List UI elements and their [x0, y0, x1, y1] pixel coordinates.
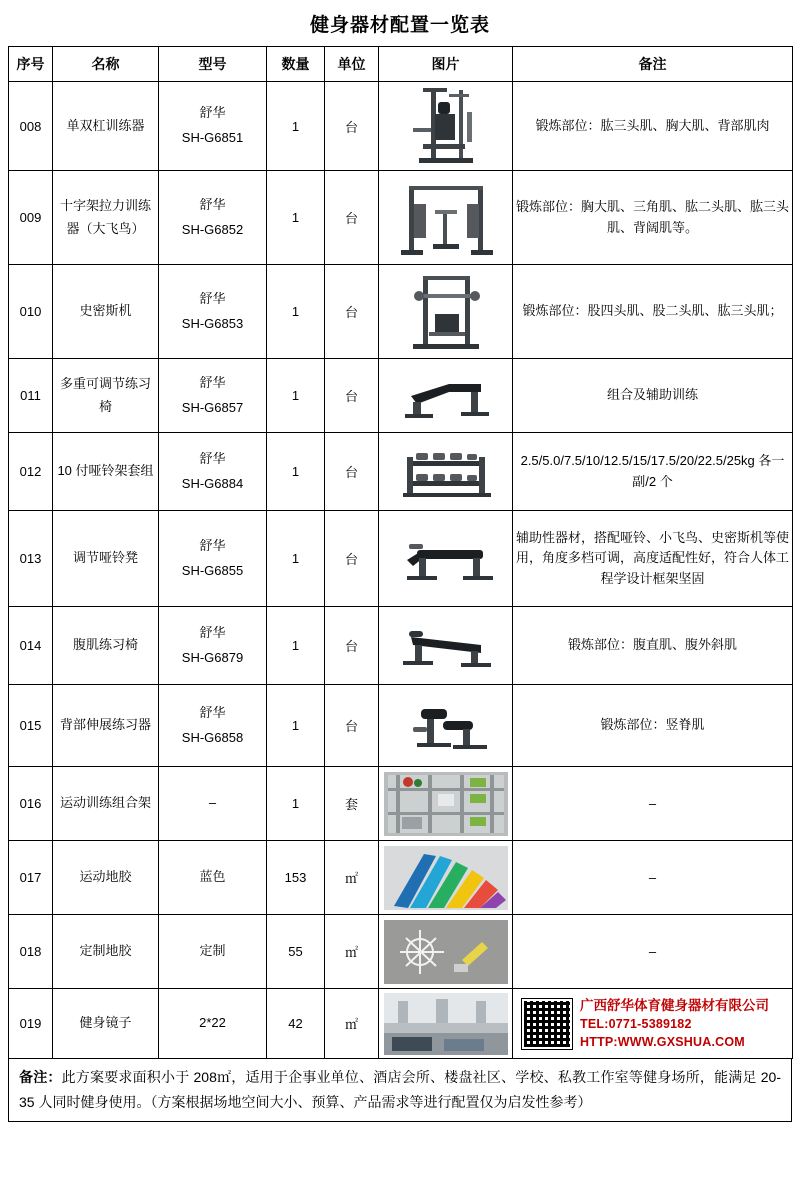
- model-code: SH-G6857: [181, 399, 244, 415]
- cell-note: 锻炼部位：肱三头肌、胸大肌、背部肌肉: [513, 82, 793, 171]
- page-title: 健身器材配置一览表: [309, 15, 490, 36]
- cell-name: 腹肌练习椅: [53, 607, 159, 685]
- cell-note: 2.5/5.0/7.5/10/12.5/15/17.5/20/22.5/25kg 各一副/2 个: [513, 433, 793, 511]
- model-code: SH-G6855: [181, 562, 244, 578]
- cell-no: 014: [9, 607, 53, 685]
- model-brand: 舒华: [199, 105, 226, 121]
- model-brand: 舒华: [199, 537, 226, 553]
- cell-no: 019: [9, 989, 53, 1059]
- cell-unit: 台: [325, 265, 379, 359]
- cell-note: 锻炼部位：腹直肌、腹外斜肌: [513, 607, 793, 685]
- cell-note: –: [513, 767, 793, 841]
- qr-code-icon: [522, 999, 572, 1049]
- model-brand: 舒华: [199, 196, 226, 212]
- cell-model: [159, 82, 267, 171]
- cell-unit: 台: [325, 171, 379, 265]
- cell-qty: 42: [267, 989, 325, 1059]
- cell-image: [379, 841, 513, 915]
- table-row: [9, 841, 793, 915]
- col-header-no: 序号: [9, 47, 53, 82]
- model-code: SH-G6884: [181, 475, 244, 491]
- cell-qty: 1: [267, 171, 325, 265]
- cell-image: [379, 511, 513, 607]
- model-code: SH-G6853: [181, 315, 244, 331]
- model-brand: 舒华: [199, 704, 226, 720]
- cell-note: 辅助性器材，搭配哑铃、小飞鸟、史密斯机等使用，角度多档可调，高度适配性好，符合人体工程学设计框架坚固: [513, 511, 793, 607]
- cell-no: 013: [9, 511, 53, 607]
- cell-no: 017: [9, 841, 53, 915]
- cell-no: 012: [9, 433, 53, 511]
- remark-text: 此方案要求面积小于 208㎡，适用于企事业单位、酒店会所、楼盘社区、学校、私教工作室等健身场所，能满足 20-35 人同时健身使用。（方案根据场地空间大小、预算、产品需求等进行配置仅为启发性参考）: [19, 1069, 782, 1110]
- model-code: SH-G6851: [181, 130, 244, 145]
- cell-note: –: [513, 915, 793, 989]
- cell-name: 单双杠训练器: [53, 82, 159, 171]
- colored-flooring-rolls-image: [384, 846, 508, 910]
- model-brand: 舒华: [199, 374, 226, 390]
- cell-qty: 1: [267, 607, 325, 685]
- table-row: [9, 359, 793, 433]
- custom-printed-floor-image: [384, 920, 508, 984]
- table-row: [9, 511, 793, 607]
- table-row: [9, 685, 793, 767]
- cell-image: [379, 767, 513, 841]
- table-row: [9, 915, 793, 989]
- cell-model: [159, 359, 267, 433]
- cell-unit: ㎡: [325, 989, 379, 1059]
- remark-label: 备注：: [19, 1069, 62, 1085]
- cell-image: [379, 915, 513, 989]
- cell-qty: 1: [267, 265, 325, 359]
- company-tel: TEL:0771-5389182: [580, 1017, 692, 1032]
- gym-mirror-room-image: [384, 993, 508, 1055]
- cell-qty: 1: [267, 359, 325, 433]
- cell-qty: 55: [267, 915, 325, 989]
- cell-image: [379, 82, 513, 171]
- cell-model: [159, 511, 267, 607]
- company-name: 广西舒华体育健身器材有限公司: [580, 997, 769, 1013]
- cable-crossover-machine-image: [383, 176, 509, 260]
- cell-name: 运动训练组合架: [53, 767, 159, 841]
- cell-qty: 1: [267, 82, 325, 171]
- col-header-model: 型号: [159, 47, 267, 82]
- cell-qty: 1: [267, 685, 325, 767]
- cell-image: [379, 359, 513, 433]
- cell-name: 背部伸展练习器: [53, 685, 159, 767]
- cell-unit: 台: [325, 685, 379, 767]
- cell-name: 十字架拉力训练器（大飞鸟）: [53, 171, 159, 265]
- cell-model: [159, 433, 267, 511]
- cell-unit: ㎡: [325, 915, 379, 989]
- cell-note: 组合及辅助训练: [513, 359, 793, 433]
- smith-machine-image: [383, 270, 509, 354]
- cell-qty: 1: [267, 511, 325, 607]
- cell-unit: 台: [325, 359, 379, 433]
- cell-image: [379, 171, 513, 265]
- table-row: [9, 82, 793, 171]
- adjustable-bench-image: [383, 366, 509, 426]
- col-header-unit: 单位: [325, 47, 379, 82]
- cell-note: –: [513, 841, 793, 915]
- back-extension-machine-image: [383, 693, 509, 759]
- cell-name: 运动地胶: [53, 841, 159, 915]
- cell-model: 定制: [159, 915, 267, 989]
- cell-qty: 1: [267, 767, 325, 841]
- table-row: [9, 607, 793, 685]
- company-info: [580, 996, 769, 1052]
- col-header-image: 图片: [379, 47, 513, 82]
- cell-note: 锻炼部位：股四头肌、股二头肌、肱三头肌；: [513, 265, 793, 359]
- model-code: SH-G6879: [181, 649, 244, 665]
- cell-image: [379, 265, 513, 359]
- cell-unit: 套: [325, 767, 379, 841]
- company-url: HTTP:WWW.GXSHUA.COM: [580, 1035, 745, 1050]
- cell-model: [159, 265, 267, 359]
- cell-image: [379, 433, 513, 511]
- model-brand: 舒华: [199, 624, 226, 640]
- table-header-row: [9, 47, 793, 82]
- cell-name: 多重可调节练习椅: [53, 359, 159, 433]
- cell-model: 蓝色: [159, 841, 267, 915]
- cell-image: [379, 685, 513, 767]
- cell-unit: 台: [325, 82, 379, 171]
- table-row: [9, 265, 793, 359]
- cell-no: 015: [9, 685, 53, 767]
- cell-name: 健身镜子: [53, 989, 159, 1059]
- cell-model: [159, 607, 267, 685]
- cell-no: 010: [9, 265, 53, 359]
- cell-model: [159, 171, 267, 265]
- dip-chin-assist-machine-image: [383, 84, 509, 168]
- cell-qty: 153: [267, 841, 325, 915]
- cell-note-company: [513, 989, 793, 1059]
- remark-row: [8, 1059, 792, 1122]
- table-row: [9, 171, 793, 265]
- col-header-name: 名称: [53, 47, 159, 82]
- cell-name: 史密斯机: [53, 265, 159, 359]
- cell-image: [379, 989, 513, 1059]
- cell-unit: 台: [325, 433, 379, 511]
- col-header-note: 备注: [513, 47, 793, 82]
- cell-unit: 台: [325, 607, 379, 685]
- cell-no: 008: [9, 82, 53, 171]
- col-header-qty: 数量: [267, 47, 325, 82]
- cell-name: 定制地胶: [53, 915, 159, 989]
- cell-no: 016: [9, 767, 53, 841]
- cell-model: [159, 685, 267, 767]
- cell-model: –: [159, 767, 267, 841]
- cell-model: 2*22: [159, 989, 267, 1059]
- cell-unit: ㎡: [325, 841, 379, 915]
- model-code: SH-G6858: [181, 729, 244, 745]
- model-brand: 舒华: [199, 290, 226, 306]
- ab-bench-image: [383, 615, 509, 677]
- cell-note: 锻炼部位：胸大肌、三角肌、肱二头肌、肱三头肌、背阔肌等。: [513, 171, 793, 265]
- table-row: [9, 989, 793, 1059]
- cell-no: 011: [9, 359, 53, 433]
- model-code: SH-G6852: [181, 221, 244, 237]
- cell-qty: 1: [267, 433, 325, 511]
- cell-no: 009: [9, 171, 53, 265]
- equipment-table: [8, 46, 793, 1059]
- table-row: [9, 433, 793, 511]
- cell-unit: 台: [325, 511, 379, 607]
- cell-no: 018: [9, 915, 53, 989]
- model-brand: 舒华: [199, 450, 226, 466]
- adjustable-dumbbell-bench-image: [383, 526, 509, 592]
- cell-name: 10 付哑铃架套组: [53, 433, 159, 511]
- cell-image: [379, 607, 513, 685]
- functional-training-rig-image: [384, 772, 508, 836]
- company-block: [516, 992, 789, 1056]
- dumbbell-rack-set-image: [383, 441, 509, 503]
- cell-note: 锻炼部位：竖脊肌: [513, 685, 793, 767]
- cell-name: 调节哑铃凳: [53, 511, 159, 607]
- table-row: [9, 767, 793, 841]
